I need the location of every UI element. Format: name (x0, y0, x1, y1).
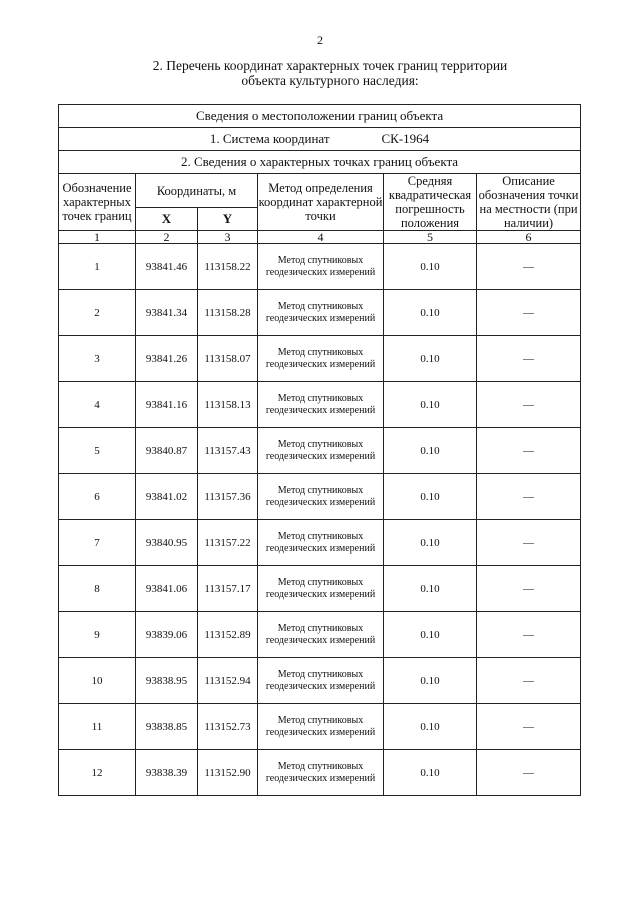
header-error: Средняя квадратическая погрешность положения (384, 174, 477, 231)
coord-system-value: СК-1964 (381, 131, 430, 146)
description-cell: — (477, 566, 581, 612)
point-number-cell: 1 (59, 244, 136, 290)
method-text: Метод спутниковых геодезических измерений (265, 254, 376, 278)
method-text: Метод спутниковых геодезических измерений (265, 392, 376, 416)
description-cell: — (477, 520, 581, 566)
error-cell: 0.10 (384, 566, 477, 612)
description-cell: — (477, 244, 581, 290)
description-cell: — (477, 290, 581, 336)
table-row (59, 428, 581, 474)
description-cell: — (477, 474, 581, 520)
coordinates-table (58, 104, 581, 796)
point-number-cell: 9 (59, 612, 136, 658)
point-number-cell: 5 (59, 428, 136, 474)
point-number-cell: 3 (59, 336, 136, 382)
method-cell (258, 244, 384, 290)
table-row (59, 244, 581, 290)
x-coordinate-cell: 93841.06 (136, 566, 198, 612)
x-coordinate-cell: 93841.02 (136, 474, 198, 520)
y-coordinate-cell: 113152.73 (198, 704, 258, 750)
x-coordinate-cell: 93841.34 (136, 290, 198, 336)
table-row (59, 474, 581, 520)
description-cell: — (477, 382, 581, 428)
y-coordinate-cell: 113157.43 (198, 428, 258, 474)
table-row (59, 750, 581, 796)
coord-system-row (59, 128, 581, 151)
point-number-cell: 6 (59, 474, 136, 520)
error-cell: 0.10 (384, 658, 477, 704)
y-coordinate-cell: 113158.07 (198, 336, 258, 382)
x-coordinate-cell: 93841.46 (136, 244, 198, 290)
section-title-row (59, 105, 581, 128)
description-cell: — (477, 336, 581, 382)
point-number-cell: 8 (59, 566, 136, 612)
method-cell (258, 704, 384, 750)
description-cell: — (477, 704, 581, 750)
method-text: Метод спутниковых геодезических измерений (265, 346, 376, 370)
page-number: 2 (317, 33, 323, 47)
table-row (59, 382, 581, 428)
method-cell (258, 428, 384, 474)
y-coordinate-cell: 113157.17 (198, 566, 258, 612)
error-cell: 0.10 (384, 612, 477, 658)
y-coordinate-cell: 113157.36 (198, 474, 258, 520)
table-row (59, 658, 581, 704)
error-cell: 0.10 (384, 428, 477, 474)
error-cell: 0.10 (384, 520, 477, 566)
method-text: Метод спутниковых геодезических измерений (265, 714, 376, 738)
error-cell: 0.10 (384, 336, 477, 382)
header-designation: Обозначение характерных точек границ (59, 174, 136, 231)
x-coordinate-cell: 93841.16 (136, 382, 198, 428)
point-number-cell: 2 (59, 290, 136, 336)
x-coordinate-cell: 93841.26 (136, 336, 198, 382)
x-coordinate-cell: 93838.95 (136, 658, 198, 704)
document-title (100, 58, 560, 88)
x-coordinate-cell: 93838.39 (136, 750, 198, 796)
x-coordinate-cell: 93840.95 (136, 520, 198, 566)
description-cell: — (477, 428, 581, 474)
method-cell (258, 520, 384, 566)
description-cell: — (477, 658, 581, 704)
point-number-cell: 10 (59, 658, 136, 704)
y-coordinate-cell: 113158.22 (198, 244, 258, 290)
coord-system-cell (59, 128, 581, 151)
method-text: Метод спутниковых геодезических измерений (265, 760, 376, 784)
method-cell (258, 474, 384, 520)
table-row (59, 336, 581, 382)
column-number: 1 (59, 231, 136, 244)
table-row (59, 290, 581, 336)
column-number: 2 (136, 231, 198, 244)
error-cell: 0.10 (384, 704, 477, 750)
method-cell (258, 290, 384, 336)
method-text: Метод спутниковых геодезических измерений (265, 576, 376, 600)
column-number: 3 (198, 231, 258, 244)
method-text: Метод спутниковых геодезических измерений (265, 668, 376, 692)
y-coordinate-cell: 113158.13 (198, 382, 258, 428)
method-text: Метод спутниковых геодезических измерений (265, 530, 376, 554)
y-coordinate-cell: 113152.89 (198, 612, 258, 658)
points-section-title: 2. Сведения о характерных точках границ объекта (59, 151, 581, 174)
method-cell (258, 566, 384, 612)
point-number-cell: 12 (59, 750, 136, 796)
x-coordinate-cell: 93838.85 (136, 704, 198, 750)
column-number: 4 (258, 231, 384, 244)
error-cell: 0.10 (384, 244, 477, 290)
y-coordinate-cell: 113157.22 (198, 520, 258, 566)
column-number: 5 (384, 231, 477, 244)
error-cell: 0.10 (384, 750, 477, 796)
column-number: 6 (477, 231, 581, 244)
coord-system-label: 1. Система координат (209, 131, 330, 146)
method-text: Метод спутниковых геодезических измерений (265, 622, 376, 646)
header-coordinates: Координаты, м (136, 174, 258, 208)
title-line-2: объекта культурного наследия: (241, 73, 419, 88)
y-coordinate-cell: 113152.94 (198, 658, 258, 704)
method-cell (258, 750, 384, 796)
points-section-row (59, 151, 581, 174)
section-title: Сведения о местоположении границ объекта (59, 105, 581, 128)
method-cell (258, 612, 384, 658)
x-coordinate-cell: 93839.06 (136, 612, 198, 658)
table-row (59, 566, 581, 612)
method-text: Метод спутниковых геодезических измерений (265, 438, 376, 462)
point-number-cell: 11 (59, 704, 136, 750)
header-row-1 (59, 174, 581, 208)
table-row (59, 520, 581, 566)
method-cell (258, 336, 384, 382)
description-cell: — (477, 750, 581, 796)
coordinates-table-body (59, 105, 581, 796)
error-cell: 0.10 (384, 382, 477, 428)
header-y: Y (198, 208, 258, 231)
description-cell: — (477, 612, 581, 658)
table-row (59, 612, 581, 658)
method-cell (258, 382, 384, 428)
header-x: X (136, 208, 198, 231)
header-description: Описание обозначения точки на местности (при наличии) (477, 174, 581, 231)
point-number-cell: 4 (59, 382, 136, 428)
table-row (59, 704, 581, 750)
x-coordinate-cell: 93840.87 (136, 428, 198, 474)
error-cell: 0.10 (384, 474, 477, 520)
header-method: Метод определения координат характерной точки (258, 174, 384, 231)
column-number-row (59, 231, 581, 244)
error-cell: 0.10 (384, 290, 477, 336)
title-line-1: 2. Перечень координат характерных точек границ территории (152, 58, 508, 73)
y-coordinate-cell: 113158.28 (198, 290, 258, 336)
method-cell (258, 658, 384, 704)
y-coordinate-cell: 113152.90 (198, 750, 258, 796)
point-number-cell: 7 (59, 520, 136, 566)
method-text: Метод спутниковых геодезических измерений (265, 300, 376, 324)
method-text: Метод спутниковых геодезических измерений (265, 484, 376, 508)
